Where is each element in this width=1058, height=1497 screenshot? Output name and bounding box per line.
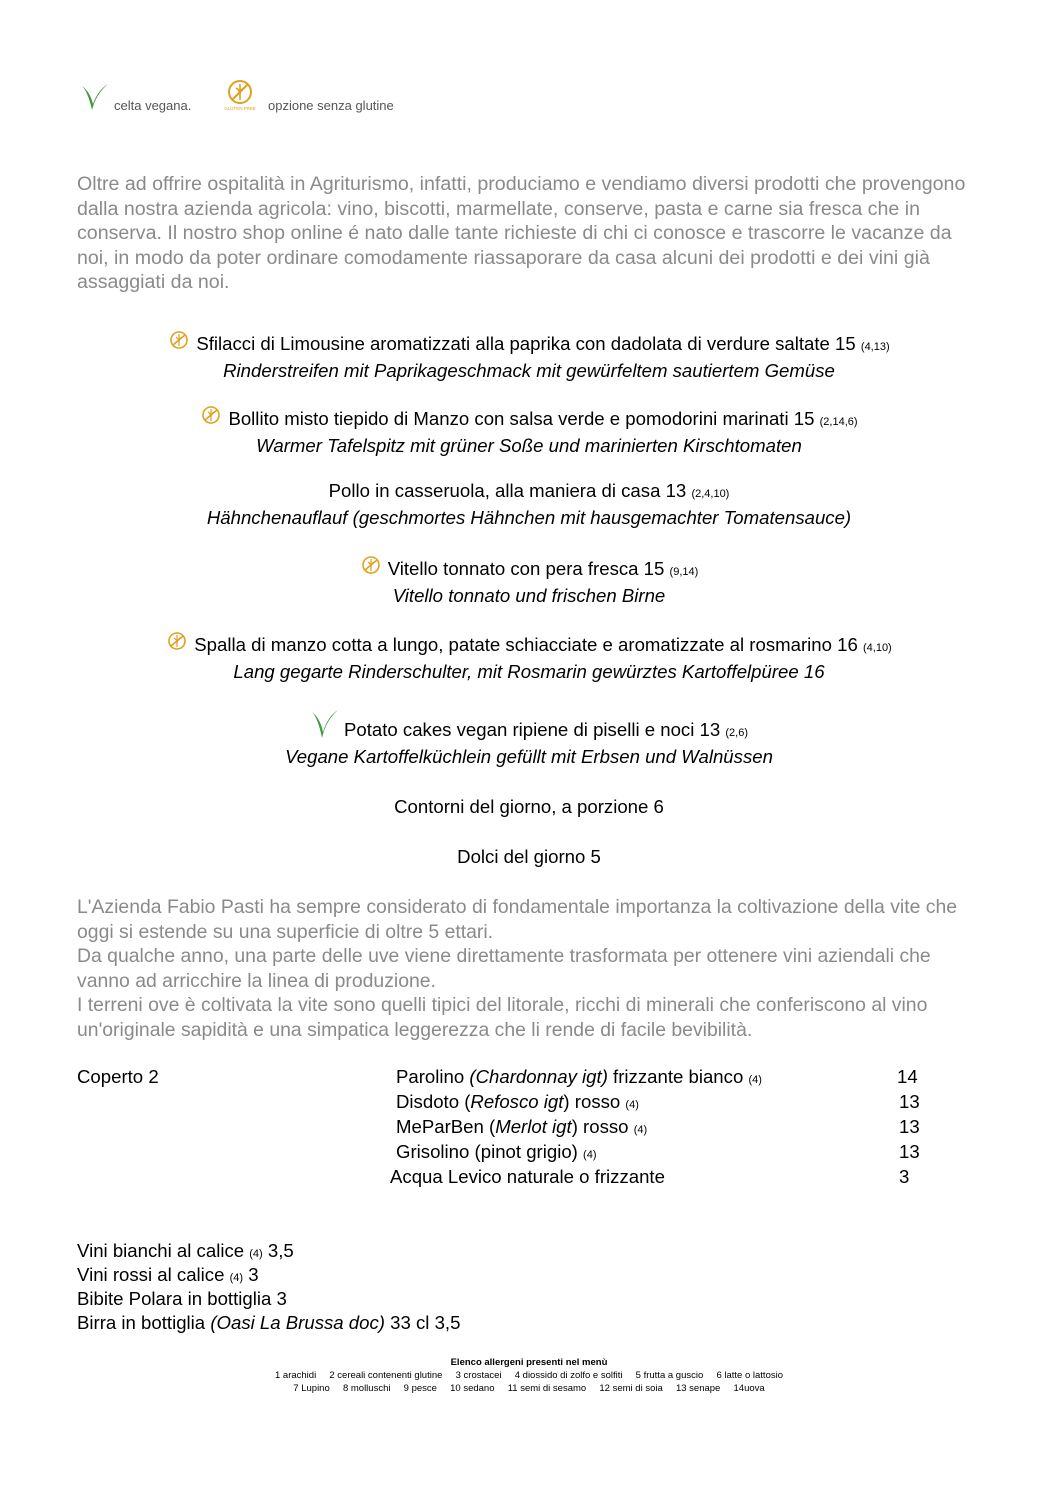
gluten-free-icon: [200, 405, 222, 427]
gluten-free-icon: [166, 631, 188, 653]
allergen-list: [0, 1356, 1058, 1395]
glass-row: Vini rossi al calice (4) 3: [77, 1264, 259, 1285]
water-price: 3: [899, 1166, 910, 1187]
dish-translation: Warmer Tafelspitz mit grüner Soße und marinierten Kirschtomaten: [256, 435, 802, 456]
wine-price: 14: [897, 1066, 918, 1087]
dish-4: [0, 555, 1058, 608]
dish-3: [0, 479, 1058, 530]
water-row: Acqua Levico naturale o frizzante: [390, 1166, 665, 1187]
gluten-free-legend-label: opzione senza glutine: [268, 98, 394, 113]
wine-price: 13: [899, 1091, 920, 1112]
dish-1: [0, 330, 1058, 383]
glass-row: Vini bianchi al calice (4) 3,5: [77, 1240, 294, 1261]
winery-paragraph: [77, 895, 982, 1042]
vegan-icon: [80, 82, 110, 114]
allergen-list-line-2: 7 Lupino 8 molluschi 9 pesce 10 sedano 11 semi di sesamo 12 semi di soia 13 senape 14uova: [293, 1383, 765, 1394]
dish-allergens: (9,14): [669, 566, 699, 578]
gluten-free-icon: [222, 78, 258, 114]
dish-allergens: (2,4,10): [691, 488, 730, 500]
wine-price: 13: [899, 1141, 920, 1162]
glass-row: Bibite Polara in bottiglia 3: [77, 1288, 287, 1309]
dish-translation: Vitello tonnato und frischen Birne: [392, 585, 666, 606]
dish-6: [0, 708, 1058, 769]
dish-translation: Rinderstreifen mit Paprikageschmack mit gewürfeltem sautiertem Gemüse: [223, 360, 835, 381]
dish-name: Pollo in casseruola, alla maniera di casa 13: [328, 480, 687, 501]
wine-row: Disdoto (Refosco igt) rosso (4): [396, 1091, 639, 1112]
dish-allergens: (2,6): [725, 727, 749, 739]
winery-text-2: Da qualche anno, una parte delle uve viene direttamente trasformata per ottenere vini aziendali che vanno ad arricchire la linea di produzione.: [77, 945, 931, 992]
gluten-free-badge-text: GLUTEN FREE: [224, 106, 256, 111]
dish-translation: Vegane Kartoffelküchlein gefüllt mit Erbsen und Walnüssen: [285, 746, 773, 767]
wine-allergens: (4): [625, 1099, 639, 1111]
wine-row: MeParBen (Merlot igt) rosso (4): [396, 1116, 648, 1137]
dish-name: Bollito misto tiepido di Manzo con salsa verde e pomodorini marinati 15: [228, 408, 815, 429]
dish-name: Vitello tonnato con pera fresca 15: [387, 558, 665, 579]
dolci-line: Dolci del giorno 5: [457, 846, 601, 867]
coperto-line: Coperto 2: [77, 1066, 159, 1087]
beer-row: Birra in bottiglia (Oasi La Brussa doc) 33 cl 3,5: [77, 1312, 461, 1333]
wine-allergens: (4): [583, 1149, 597, 1161]
vegan-legend-label: celta vegana.: [114, 98, 192, 113]
intro-text: Oltre ad offrire ospitalità in Agriturismo, infatti, produciamo e vendiamo diversi prodotti che provengono dalla nostra azienda agricola: vino, biscotti, marmellate, conserve, pasta e carne sia fresca che in conserva. Il nostro shop online é nato dalle tante richieste di chi ci conosce e trascorre le vacanze da noi, in modo da poter ordinare comodamente riassaporare da casa alcuni dei prodotti e dei vini già assaggiati da noi.: [77, 173, 966, 293]
allergen-list-title: Elenco allergeni presenti nel menù: [450, 1357, 608, 1368]
dish-allergens: (4,10): [862, 642, 892, 654]
vegan-icon: [310, 708, 340, 742]
dish-allergens: (2,14,6): [819, 416, 858, 428]
dish-name: Potato cakes vegan ripiene di piselli e noci 13: [343, 719, 721, 740]
gluten-free-icon: [360, 555, 382, 577]
wine-row: Parolino (Chardonnay igt) frizzante bianco (4): [396, 1066, 762, 1087]
wine-price: 13: [899, 1116, 920, 1137]
wine-row: Grisolino (pinot grigio) (4): [396, 1141, 597, 1162]
dish-translation: Hähnchenauflauf (geschmortes Hähnchen mit hausgemachter Tomatensauce): [206, 507, 852, 528]
intro-paragraph: [77, 172, 982, 295]
dish-2: [0, 405, 1058, 458]
dish-name: Sfilacci di Limousine aromatizzati alla paprika con dadolata di verdure saltate 15: [196, 333, 856, 354]
winery-text-3: I terreni ove è coltivata la vite sono quelli tipici del litorale, ricchi di minerali che conferiscono al vino un'originale sapidità e una simpatica leggerezza che li rende di facile bevibilità.: [77, 994, 928, 1041]
dish-name: Spalla di manzo cotta a lungo, patate schiacciate e aromatizzate al rosmarino 16: [194, 634, 858, 655]
allergen-list-line-1: 1 arachidi 2 cereali contenenti glutine 3 crostacei 4 diossido di zolfo e solfiti 5 frutta a guscio 6 latte o lattosio: [275, 1370, 783, 1381]
contorni-line: Contorni del giorno, a porzione 6: [394, 796, 664, 817]
dish-5: [0, 631, 1058, 684]
wine-allergens: (4): [633, 1124, 648, 1136]
dish-allergens: (4,13): [860, 341, 890, 353]
gluten-free-icon: [168, 330, 190, 352]
wine-allergens: (4): [748, 1074, 762, 1086]
dish-translation: Lang gegarte Rinderschulter, mit Rosmarin gewürztes Kartoffelpüree 16: [233, 661, 825, 682]
winery-text-1: L'Azienda Fabio Pasti ha sempre considerato di fondamentale importanza la coltivazione della vite che oggi si estende su una superficie di oltre 5 ettari.: [77, 896, 958, 943]
